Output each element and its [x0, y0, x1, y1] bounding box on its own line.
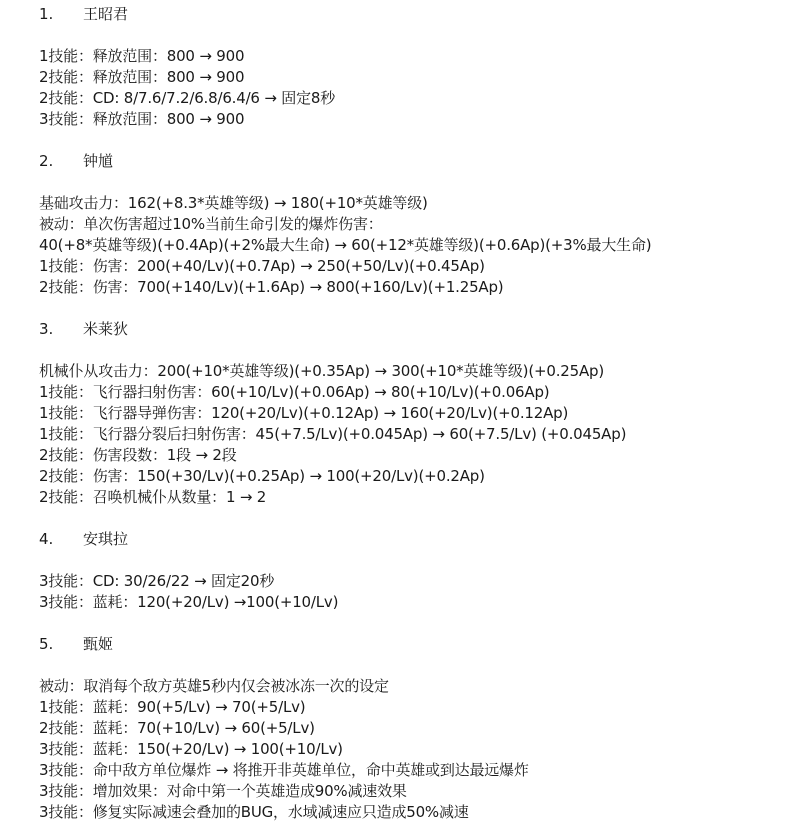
change-line: 被动：取消每个敌方英雄5秒内仅会被冰冻一次的设定	[39, 677, 389, 695]
change-line: 1技能：飞行器扫射伤害：60(+10/Lv)(+0.06Ap) → 80(+10/Lv)(+0.06Ap)	[39, 383, 550, 401]
change-line: 3技能：释放范围：800 → 900	[39, 110, 245, 128]
change-line: 机械仆从攻击力：200(+10*英雄等级)(+0.35Ap) → 300(+10*英雄等级)(+0.25Ap)	[39, 362, 604, 380]
section-number: 5.	[39, 635, 54, 653]
change-line: 1技能：蓝耗：90(+5/Lv) → 70(+5/Lv)	[39, 698, 306, 716]
hero-name: 安琪拉	[83, 530, 129, 548]
section-heading	[39, 4, 799, 25]
hero-section-zhongkui	[39, 151, 799, 298]
change-line: 2技能：CD: 8/7.6/7.2/6.8/6.4/6 → 固定8秒	[39, 89, 336, 107]
hero-section-angela	[39, 529, 799, 613]
change-line: 3技能：修复实际减速会叠加的BUG，水域减速应只造成50%减速	[39, 803, 469, 821]
section-heading	[39, 319, 799, 340]
change-line: 3技能：CD: 30/26/22 → 固定20秒	[39, 572, 275, 590]
hero-name: 王昭君	[83, 5, 129, 23]
section-number: 3.	[39, 320, 54, 338]
hero-name: 米莱狄	[83, 320, 129, 338]
change-line: 1技能：伤害：200(+40/Lv)(+0.7Ap) → 250(+50/Lv)(+0.45Ap)	[39, 257, 485, 275]
section-heading	[39, 151, 799, 172]
change-line: 3技能：蓝耗：120(+20/Lv) →100(+10/Lv)	[39, 593, 339, 611]
change-line: 1技能：飞行器分裂后扫射伤害：45(+7.5/Lv)(+0.045Ap) → 60(+7.5/Lv) (+0.045Ap)	[39, 425, 627, 443]
change-line: 3技能：蓝耗：150(+20/Lv) → 100(+10/Lv)	[39, 740, 343, 758]
change-line: 1技能：释放范围：800 → 900	[39, 47, 245, 65]
section-heading	[39, 634, 799, 655]
change-line: 基础攻击力：162(+8.3*英雄等级) → 180(+10*英雄等级)	[39, 194, 428, 212]
section-heading	[39, 529, 799, 550]
hero-section-zhenji	[39, 634, 799, 823]
change-line: 2技能：释放范围：800 → 900	[39, 68, 245, 86]
change-line: 40(+8*英雄等级)(+0.4Ap)(+2%最大生命) → 60(+12*英雄等级)(+0.6Ap)(+3%最大生命)	[39, 236, 652, 254]
hero-name: 甄姬	[83, 635, 114, 653]
section-number: 2.	[39, 152, 54, 170]
change-line: 2技能：蓝耗：70(+10/Lv) → 60(+5/Lv)	[39, 719, 315, 737]
change-line: 2技能：伤害：700(+140/Lv)(+1.6Ap) → 800(+160/Lv)(+1.25Ap)	[39, 278, 504, 296]
patch-notes-document	[39, 0, 799, 823]
change-line: 被动：单次伤害超过10%当前生命引发的爆炸伤害：	[39, 215, 383, 233]
hero-section-wangzhaojun	[39, 4, 799, 130]
section-number: 4.	[39, 530, 54, 548]
change-line: 3技能：增加效果：对命中第一个英雄造成90%减速效果	[39, 782, 407, 800]
change-line: 2技能：召唤机械仆从数量：1 → 2	[39, 488, 267, 506]
change-line: 2技能：伤害：150(+30/Lv)(+0.25Ap) → 100(+20/Lv)(+0.2Ap)	[39, 467, 485, 485]
hero-name: 钟馗	[83, 152, 114, 170]
section-number: 1.	[39, 5, 54, 23]
change-line: 1技能：飞行器导弹伤害：120(+20/Lv)(+0.12Ap) → 160(+20/Lv)(+0.12Ap)	[39, 404, 569, 422]
change-line: 2技能：伤害段数：1段 → 2段	[39, 446, 237, 464]
change-line: 3技能：命中敌方单位爆炸 → 将推开非英雄单位，命中英雄或到达最远爆炸	[39, 761, 529, 779]
hero-section-milady	[39, 319, 799, 508]
